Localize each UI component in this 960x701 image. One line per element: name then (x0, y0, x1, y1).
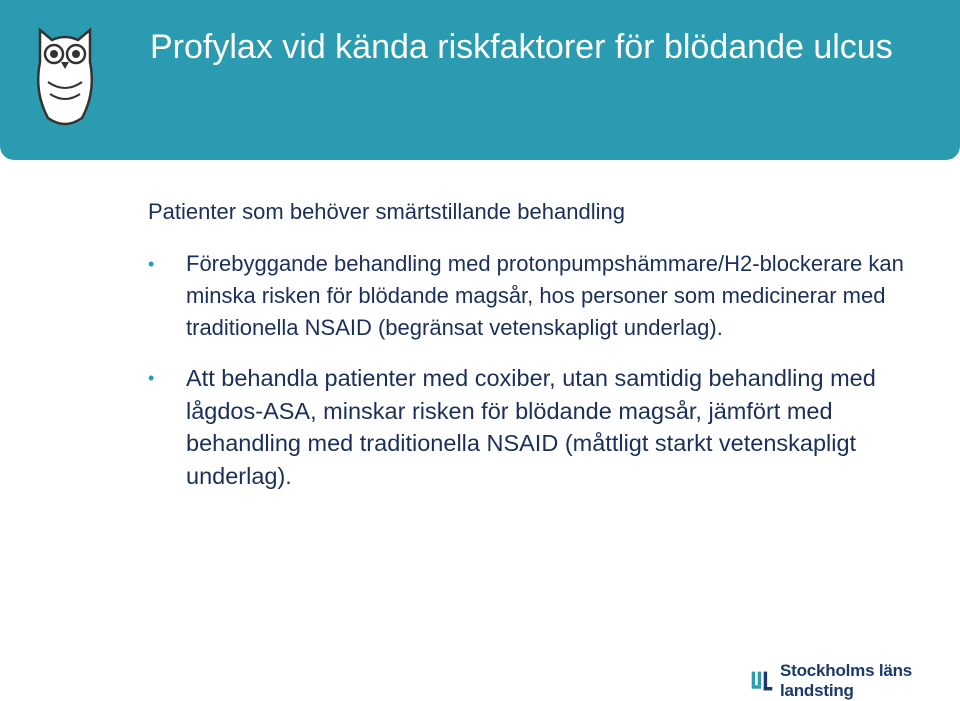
owl-icon (30, 22, 100, 132)
footer-logo (750, 661, 960, 700)
bullet-icon: • (148, 254, 155, 274)
slide-title: Profylax vid kända riskfaktorer för blödande ulcus (150, 28, 893, 66)
sll-logo-icon (750, 668, 774, 694)
bullet-item (148, 362, 938, 492)
slide-header (0, 0, 960, 160)
intro-text: Patienter som behöver smärtstillande behandling (148, 199, 625, 224)
bullet-text: Att behandla patienter med coxiber, utan samtidig behandling med lågdos-ASA, minskar risken för blödande magsår, jämfört med behandling med traditionella NSAID (måttligt starkt vetenskapligt underlag). (186, 365, 876, 489)
slide-content (148, 196, 938, 510)
footer-brand-text: Stockholms läns landsting (779, 661, 913, 700)
bullet-text: Förebyggande behandling med protonpumpshämmare/H2-blockerare kan minska risken för blödande magsår, hos personer som medicinerar med traditionella NSAID (begränsat vetenskapligt underlag). (186, 251, 904, 340)
bullet-item (148, 248, 938, 344)
bullet-icon: • (148, 368, 155, 388)
